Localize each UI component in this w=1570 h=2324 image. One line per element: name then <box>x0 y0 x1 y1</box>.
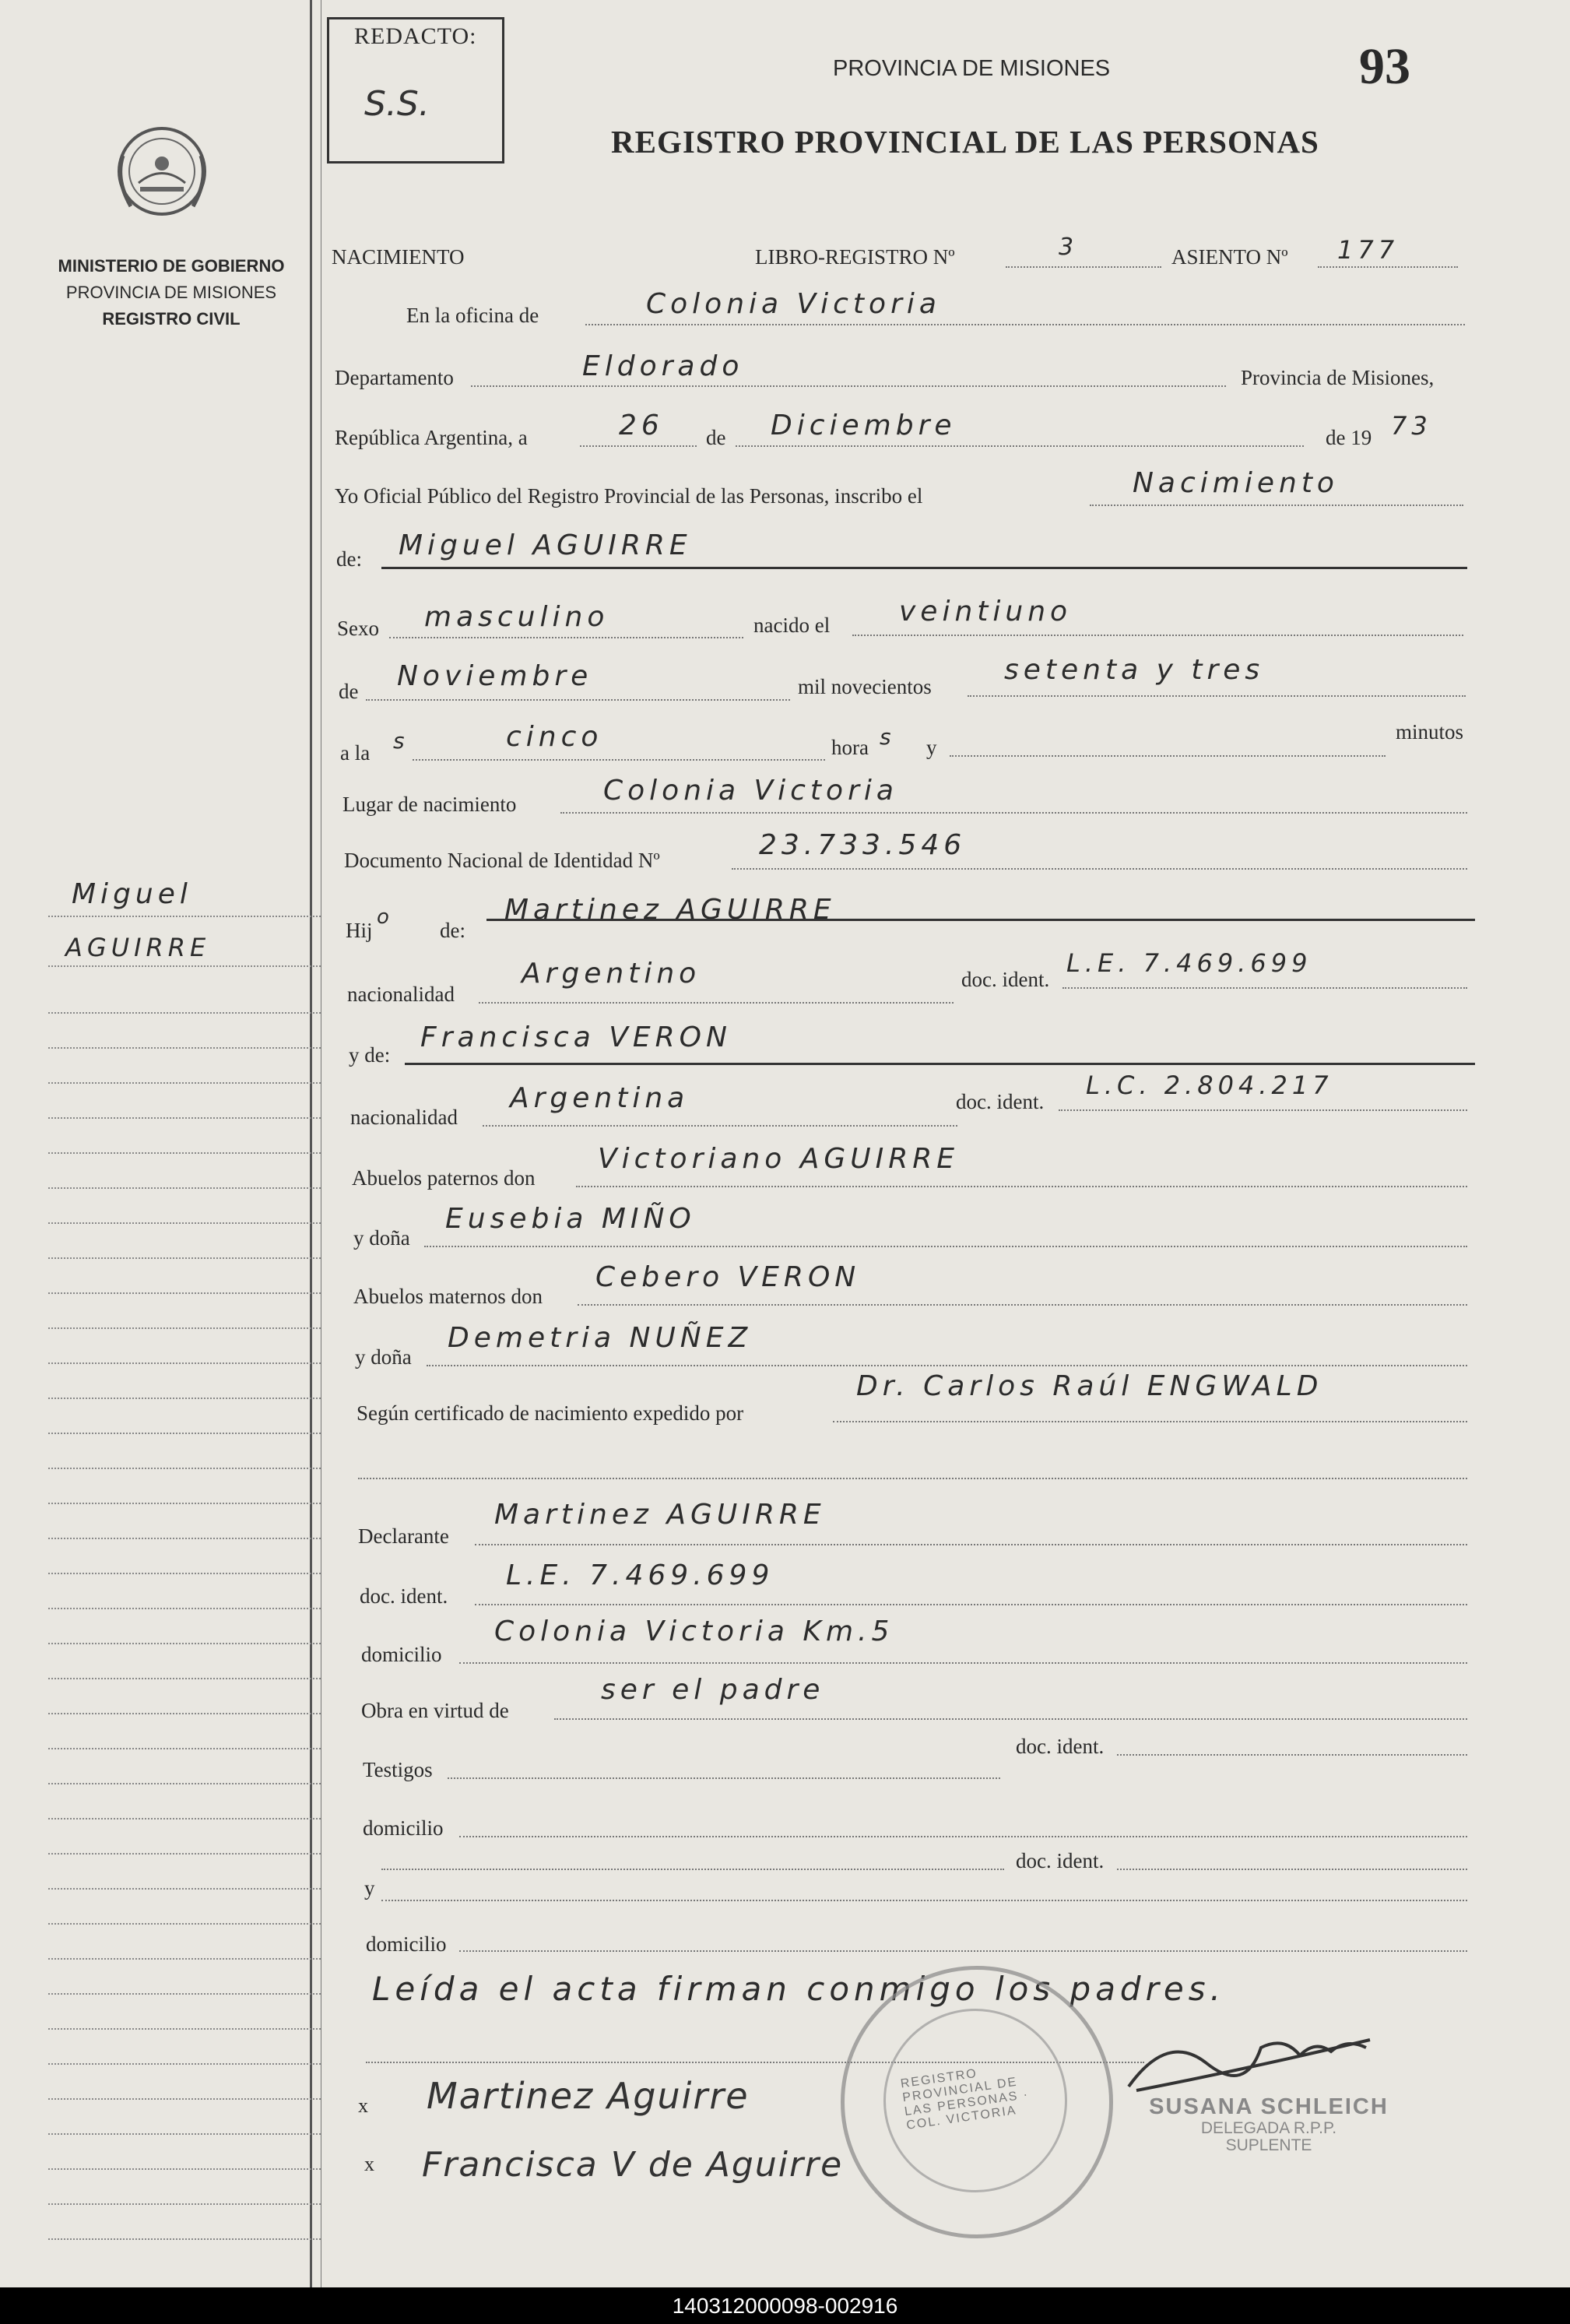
asiento-value: 177 <box>1337 235 1400 265</box>
mil-label: mil novecientos <box>798 675 932 698</box>
domicilio-label: domicilio <box>361 1643 442 1666</box>
de2-label: de <box>339 680 359 703</box>
official-role: DELEGADA R.P.P. <box>1200 2119 1337 2137</box>
de-name-value: Miguel AGUIRRE <box>399 529 692 561</box>
redacto-value: S.S. <box>364 84 430 124</box>
provincial-seal-icon <box>100 109 224 234</box>
hora-label: hora <box>831 736 869 759</box>
padre-value: Martinez AGUIRRE <box>504 894 836 926</box>
obra-value: ser el padre <box>601 1674 825 1706</box>
nacionalidad1-value: Argentino <box>522 958 701 990</box>
madre-value: Francisca VERON <box>420 1021 732 1053</box>
footer-id: 140312000098-002916 <box>0 2287 1570 2324</box>
sig2-mark: x <box>364 2153 374 2175</box>
doc1-value: L.E. 7.469.699 <box>1066 948 1312 978</box>
libro-value: 3 <box>1059 234 1079 261</box>
nacimiento-label: NACIMIENTO <box>332 245 465 269</box>
margin-note-last: AGUIRRE <box>65 933 211 962</box>
hijo-suffix: o <box>377 905 394 929</box>
hijo-label: Hij <box>346 919 373 942</box>
signature-2: Francisca V de Aguirre <box>422 2145 844 2185</box>
y2-label: y <box>364 1876 375 1900</box>
asiento-label: ASIENTO Nº <box>1171 245 1288 269</box>
oficial-label: Yo Oficial Público del Registro Provincial de las Personas, inscribo el <box>335 484 923 508</box>
republica-label: República Argentina, a <box>335 426 528 449</box>
official-signature-icon <box>1121 2016 1386 2102</box>
ala-label: a la <box>340 741 371 765</box>
sig1-mark: x <box>358 2094 368 2117</box>
mes-value: Diciembre <box>771 410 957 441</box>
yde-label: y de: <box>349 1043 391 1067</box>
doc2-label: doc. ident. <box>956 1090 1045 1113</box>
ministry-province: PROVINCIA DE MISIONES <box>65 283 277 302</box>
docid2-label: doc. ident. <box>1016 1735 1105 1758</box>
closing-statement: Leída el acta firman conmigo los padres. <box>372 1970 1225 2008</box>
official-name: SUSANA SCHLEICH <box>1149 2094 1389 2119</box>
domicilio2-label: domicilio <box>363 1816 444 1840</box>
ydona2-label: y doña <box>355 1345 412 1369</box>
y-label: y <box>926 736 937 759</box>
ydona2-value: Demetria NUÑEZ <box>448 1322 753 1354</box>
page-title: REGISTRO PROVINCIAL DE LAS PERSONAS <box>611 124 1319 160</box>
declarante-value: Martinez AGUIRRE <box>494 1499 826 1531</box>
dni-label: Documento Nacional de Identidad Nº <box>344 849 660 872</box>
domicilio-value: Colonia Victoria Km.5 <box>494 1616 894 1647</box>
oficina-label: En la oficina de <box>406 304 539 327</box>
hora-s-value: s <box>880 724 896 750</box>
mes-nac-value: Noviembre <box>397 660 593 692</box>
nacionalidad2-value: Argentina <box>510 1082 690 1114</box>
ydona1-value: Eusebia MIÑO <box>445 1203 696 1235</box>
hora-value: cinco <box>506 721 603 753</box>
docid3-label: doc. ident. <box>1016 1849 1105 1872</box>
abuelos-maternos-value: Cebero VERON <box>595 1261 861 1293</box>
ydona1-label: y doña <box>353 1226 410 1250</box>
testigos-label: Testigos <box>363 1758 433 1781</box>
libro-label: LIBRO-REGISTRO Nº <box>755 245 955 269</box>
lugar-label: Lugar de nacimiento <box>342 793 517 816</box>
departamento-value: Eldorado <box>582 350 744 382</box>
docid-label: doc. ident. <box>360 1584 448 1608</box>
declarante-label: Declarante <box>358 1524 449 1548</box>
doc2-value: L.C. 2.804.217 <box>1086 1071 1333 1100</box>
nacido-label: nacido el <box>753 614 831 637</box>
signature-1: Martinez Aguirre <box>427 2075 750 2117</box>
certificado-value: Dr. Carlos Raúl ENGWALD <box>856 1370 1323 1402</box>
ministry-registry: REGISTRO CIVIL <box>102 309 241 329</box>
lugar-value: Colonia Victoria <box>603 775 898 807</box>
sexo-value: masculino <box>424 601 609 633</box>
abuelos-maternos-label: Abuelos maternos don <box>353 1285 543 1308</box>
anio-nac-value: setenta y tres <box>1004 654 1265 686</box>
redacto-label: REDACTO: <box>354 23 477 49</box>
abuelos-paternos-value: Victoriano AGUIRRE <box>598 1143 959 1175</box>
hijo-de-label: de: <box>440 919 465 942</box>
oficina-value: Colonia Victoria <box>646 288 941 320</box>
oficial-value: Nacimiento <box>1133 467 1339 499</box>
nacionalidad2-label: nacionalidad <box>350 1106 458 1129</box>
ala-value: s <box>393 728 409 754</box>
nacido-value: veintiuno <box>899 596 1073 628</box>
abuelos-paternos-label: Abuelos paternos don <box>352 1166 536 1190</box>
margin-rule <box>310 0 312 2287</box>
certificado-label: Según certificado de nacimiento expedido por <box>356 1401 744 1425</box>
anio-value: 73 <box>1391 411 1432 441</box>
doc1-label: doc. ident. <box>961 968 1050 991</box>
dni-value: 23.733.546 <box>759 829 967 861</box>
docid-value: L.E. 7.469.699 <box>506 1559 774 1591</box>
stamp-text: REGISTRO PROVINCIAL DE LAS PERSONAS · COL. VICTORIA <box>899 2066 1031 2132</box>
minutos-label: minutos <box>1396 720 1464 744</box>
sexo-label: Sexo <box>337 617 379 640</box>
ministry-block <box>31 253 311 332</box>
de-label: de <box>706 426 726 449</box>
nacionalidad1-label: nacionalidad <box>347 983 455 1006</box>
official-block <box>1129 2094 1409 2154</box>
official-role-suplente: SUPLENTE <box>1225 2136 1312 2154</box>
province-heading: PROVINCIA DE MISIONES <box>833 56 1111 81</box>
margin-note-first: Miguel <box>72 878 192 910</box>
page-number: 93 <box>1359 38 1410 95</box>
ministry-title: MINISTERIO DE GOBIERNO <box>58 256 285 276</box>
dia-value: 26 <box>619 410 664 441</box>
departamento-label: Departamento <box>335 366 454 389</box>
provincia-label: Provincia de Misiones, <box>1241 366 1435 389</box>
domicilio3-label: domicilio <box>366 1932 447 1956</box>
obra-label: Obra en virtud de <box>361 1699 509 1722</box>
anio-label: de 19 <box>1326 426 1372 449</box>
de-name-label: de: <box>336 547 362 571</box>
